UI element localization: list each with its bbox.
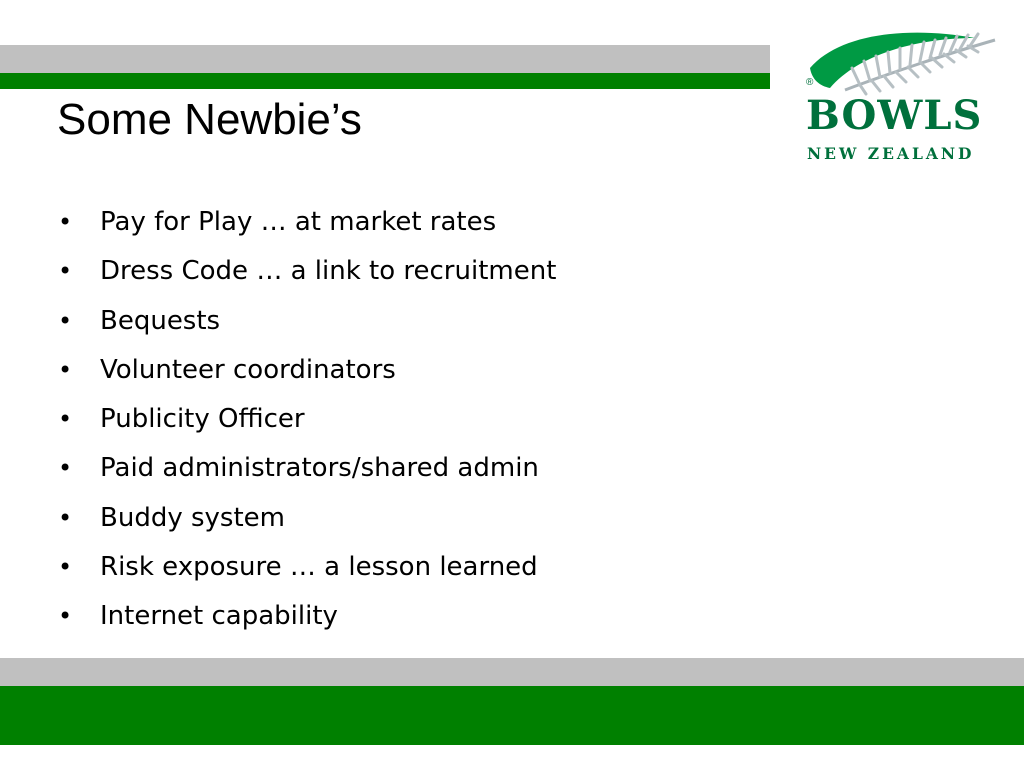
bullet-dot: • xyxy=(58,355,73,384)
bullet-text: Volunteer coordinators xyxy=(100,354,396,385)
slide-title: Some Newbie’s xyxy=(57,95,362,144)
bullet-dot: • xyxy=(58,602,73,631)
bullet-dot: • xyxy=(58,405,73,434)
logo-subtitle: NEW ZEALAND xyxy=(807,144,975,163)
bullet-item xyxy=(58,299,556,348)
top-green-band xyxy=(0,73,770,89)
bullet-text: Paid administrators/shared admin xyxy=(100,453,539,484)
bullet-dot: • xyxy=(58,208,73,236)
bottom-green-band xyxy=(0,686,1024,745)
bullet-list xyxy=(58,200,556,644)
bullet-dot: • xyxy=(58,257,73,286)
bullet-item xyxy=(58,594,556,643)
bullet-item xyxy=(58,397,556,446)
bottom-grey-band xyxy=(0,658,1024,686)
bullet-item xyxy=(58,446,556,495)
bullet-text: Pay for Play … at market rates xyxy=(100,207,497,237)
bullet-dot: • xyxy=(58,553,73,582)
bullet-item xyxy=(58,200,556,249)
top-grey-band xyxy=(0,45,770,73)
bullet-item xyxy=(58,545,556,594)
registered-mark: ® xyxy=(806,77,814,88)
bullet-text: Bequests xyxy=(100,305,221,336)
bullet-text: Buddy system xyxy=(100,502,285,533)
bullet-dot: • xyxy=(58,454,73,483)
bullet-dot: • xyxy=(58,503,73,532)
bullet-text: Dress Code … a link to recruitment xyxy=(100,256,557,287)
bullet-item xyxy=(58,496,556,545)
bullet-text: Internet capability xyxy=(100,601,338,632)
bullet-text: Risk exposure … a lesson learned xyxy=(100,552,538,583)
bullet-text: Publicity Officer xyxy=(100,404,305,435)
logo-wordmark: BOWLS xyxy=(806,92,983,139)
bullet-dot: • xyxy=(58,306,73,335)
bullet-item xyxy=(58,249,556,298)
bullet-item xyxy=(58,348,556,397)
